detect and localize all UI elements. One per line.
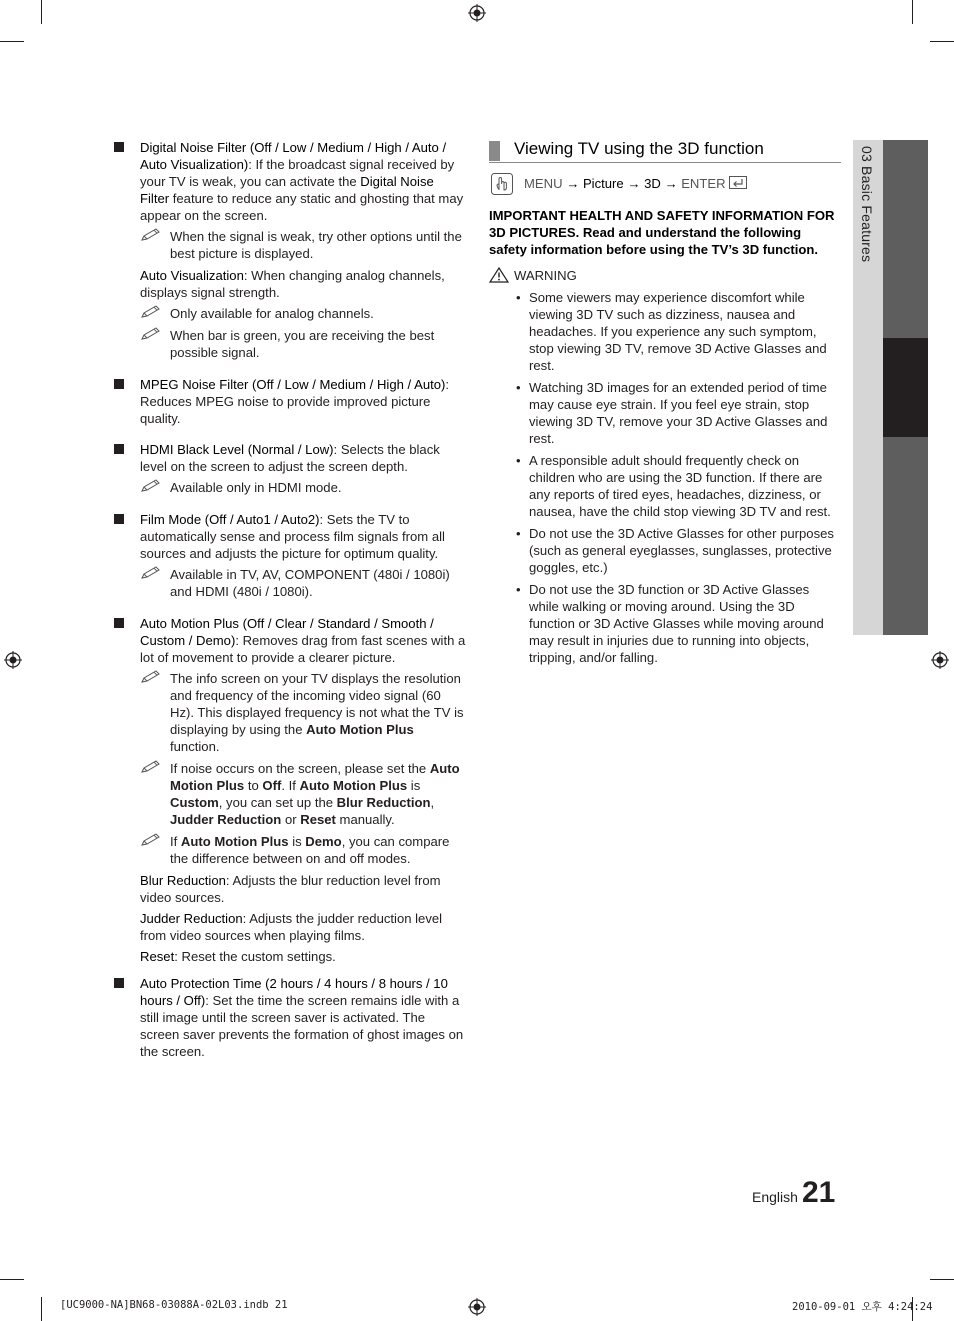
- bullet-square-icon: [114, 514, 124, 524]
- setting-key: Judder Reduction: [170, 812, 282, 827]
- crop-mark: [41, 0, 42, 24]
- paragraph: [140, 376, 466, 427]
- bullet-text: Do not use the 3D function or 3D Active Glasses while walking or moving around. Using the 3D function or 3D Active Glasses while moving around may result in injuries due to running into objects, tripping, and/or falling.: [529, 582, 824, 665]
- note-text: When the signal is weak, try other options until the best picture is displayed.: [170, 229, 462, 261]
- setting-key: Judder Reduction: [140, 911, 243, 926]
- text: : Set the time the screen remains idle with a still image until the screen saver is activated. The screen saver prevents the formation of ghost images on the screen.: [140, 993, 464, 1059]
- menu-arrow: →: [660, 176, 682, 191]
- note-pencil-icon: [140, 305, 162, 319]
- note-text: The info screen on your TV displays the resolution and frequency of the incoming video signal (60 Hz). This displayed frequency is not what the TV is displaying by using the: [170, 671, 464, 737]
- menu-arrow: →: [623, 176, 645, 191]
- setting-key: Demo: [305, 834, 342, 849]
- note-text: If noise occurs on the screen, please set the: [170, 761, 430, 776]
- warning-label: WARNING: [514, 268, 577, 283]
- menu-step: ENTER: [681, 176, 726, 191]
- list-item: [489, 289, 841, 374]
- bullet-text: A responsible adult should frequently check on children who are using the 3D function. If there are any reports of tired eyes, headaches, dizziness, or nausea, have the child stop viewing 3D TV and rest.: [529, 453, 831, 519]
- bullet-text: Watching 3D images for an extended period of time may cause eye strain. If you feel eye strain, stop viewing 3D TV, remove your 3D Active Glasses and rest.: [529, 380, 828, 446]
- note-pencil-icon: [140, 228, 162, 242]
- note-pencil-icon: [140, 479, 162, 493]
- crop-mark: [912, 0, 913, 24]
- setting-key: Auto Visualization: [140, 268, 244, 283]
- note: [140, 479, 466, 496]
- note-text: , you can set up the: [218, 795, 337, 810]
- setting-key: Digital Noise Filter: [140, 174, 434, 206]
- text: : Sets the TV to automatically sense and process film signals from all sources and adjusts the picture for optimum quality.: [140, 512, 445, 561]
- note-pencil-icon: [140, 327, 162, 341]
- paragraph: [140, 441, 466, 475]
- note-text: is: [407, 778, 421, 793]
- text: : When changing analog channels, displays signal strength.: [140, 268, 445, 300]
- bullet-square-icon: [114, 444, 124, 454]
- list-item: [489, 452, 841, 520]
- text: : Reset the custom settings.: [174, 949, 336, 964]
- bullet-dot-icon: •: [516, 526, 521, 541]
- bullet-text: Do not use the 3D Active Glasses for other purposes (such as general eyeglasses, sunglasses, protective goggles, etc.): [529, 526, 834, 575]
- note-text: Only available for analog channels.: [170, 306, 374, 321]
- section-header: [489, 139, 841, 163]
- bullet-square-icon: [114, 379, 124, 389]
- setting-key: Reset: [140, 949, 175, 964]
- text: feature to reduce any static and ghosting that may appear on the screen.: [140, 191, 464, 223]
- setting-key: Reset: [300, 812, 336, 827]
- chapter-index-active: [883, 338, 928, 437]
- paragraph: [140, 267, 466, 301]
- menu-arrow: →: [562, 176, 583, 191]
- text: : Adjusts the judder reduction level from video sources when playing films.: [140, 911, 443, 943]
- registration-mark-icon: [468, 1298, 486, 1316]
- note-text: . If: [281, 778, 300, 793]
- bullet-square-icon: [114, 978, 124, 988]
- crop-mark: [930, 41, 954, 42]
- setting-key: Auto Motion Plus: [180, 834, 289, 849]
- registration-mark-icon: [931, 651, 949, 669]
- note: [140, 760, 466, 828]
- note-text: Available only in HDMI mode.: [170, 480, 342, 495]
- setting-key: Blur Reduction: [336, 795, 431, 810]
- note: [140, 833, 466, 867]
- note-text: When bar is green, you are receiving the best possible signal.: [170, 328, 435, 360]
- setting-title: Auto Motion Plus (Off / Clear / Standard / Smooth / Custom / Demo): [140, 616, 434, 648]
- setting-key: Off: [262, 778, 282, 793]
- paragraph: [140, 139, 466, 224]
- setting-title: MPEG Noise Filter (Off / Low / Medium / High / Auto): [140, 377, 446, 392]
- list-item: [114, 441, 466, 496]
- note-pencil-icon: [140, 670, 162, 684]
- registration-mark-icon: [4, 651, 22, 669]
- note-text: function.: [170, 739, 220, 754]
- crop-mark: [0, 41, 24, 42]
- menu-step: 3D: [644, 176, 661, 191]
- section-bar: [489, 141, 500, 161]
- note-text: to: [244, 778, 263, 793]
- list-item: [489, 581, 841, 666]
- bullet-dot-icon: •: [516, 380, 521, 395]
- paragraph: [140, 872, 466, 906]
- list-item: [114, 511, 466, 600]
- text: : Selects the black level on the screen to adjust the screen depth.: [140, 442, 440, 474]
- safety-intro: IMPORTANT HEALTH AND SAFETY INFORMATION FOR 3D PICTURES. Read and understand the following safety information before using the TV’s 3D function.: [489, 208, 835, 257]
- text: : Removes drag from fast scenes with a lot of movement to provide a clearer picture.: [140, 633, 466, 665]
- bullet-dot-icon: •: [516, 582, 521, 597]
- left-column: [114, 139, 466, 1064]
- registration-mark-icon: [468, 4, 486, 22]
- setting-key: Auto Motion Plus: [170, 761, 460, 793]
- note-pencil-icon: [140, 760, 162, 774]
- chapter-label: 03 Basic Features: [859, 146, 875, 263]
- paragraph: [140, 948, 466, 965]
- hand-pointer-icon: [491, 173, 513, 195]
- list-item: [114, 615, 466, 965]
- bullet-text: Some viewers may experience discomfort while viewing 3D TV such as dizziness, nausea and headaches. If you experience any such symptom, stop viewing 3D TV, remove 3D Active Glasses and rest.: [529, 290, 827, 373]
- menu-step: MENU: [524, 176, 563, 191]
- paragraph: [140, 615, 466, 666]
- crop-mark: [0, 1279, 24, 1280]
- note-pencil-icon: [140, 833, 162, 847]
- page-number: 21: [802, 1176, 836, 1209]
- note-pencil-icon: [140, 566, 162, 580]
- note-text: , you can compare the difference between on and off modes.: [170, 834, 450, 866]
- note-text: or: [281, 812, 301, 827]
- menu-path: [489, 173, 841, 195]
- note: [140, 670, 466, 755]
- chapter-tab: [853, 140, 883, 635]
- paragraph: [140, 910, 466, 944]
- note-text: is: [288, 834, 306, 849]
- imprint-date: 2010-09-01 오후 4:24:24: [792, 1301, 933, 1313]
- setting-title: Auto Protection Time (2 hours / 4 hours / 8 hours / 10 hours / Off): [140, 976, 448, 1008]
- paragraph: [140, 975, 466, 1060]
- setting-key: Auto Motion Plus: [299, 778, 408, 793]
- enter-key-icon: [729, 176, 747, 189]
- section-title: Viewing TV using the 3D function: [514, 139, 764, 158]
- bullet-square-icon: [114, 618, 124, 628]
- paragraph: [140, 511, 466, 562]
- imprint-file: [UC9000-NA]BN68-03088A-02L03.indb 21: [60, 1299, 288, 1311]
- warning-triangle-icon: [489, 267, 509, 283]
- setting-title: Digital Noise Filter (Off / Low / Medium / High / Auto / Auto Visualization): [140, 140, 447, 172]
- note: [140, 305, 466, 322]
- setting-title: HDMI Black Level (Normal / Low): [140, 442, 334, 457]
- setting-key: Custom: [170, 795, 219, 810]
- setting-title: Film Mode (Off / Auto1 / Auto2): [140, 512, 320, 527]
- note: [140, 327, 466, 361]
- note-text: Available in TV, AV, COMPONENT (480i / 1080i) and HDMI (480i / 1080i).: [170, 567, 450, 599]
- bullet-dot-icon: •: [516, 290, 521, 305]
- footer-language: English: [752, 1189, 798, 1205]
- note: [140, 566, 466, 600]
- warning-heading: [489, 267, 841, 284]
- text: : If the broadcast signal received by your TV is weak, you can activate the: [140, 157, 455, 189]
- crop-mark: [41, 1297, 42, 1321]
- menu-step: Picture: [582, 176, 624, 191]
- note-text: ,: [430, 795, 435, 810]
- list-item: [114, 376, 466, 427]
- setting-key: Blur Reduction: [140, 873, 226, 888]
- text: : Reduces MPEG noise to provide improved picture quality.: [140, 377, 450, 426]
- crop-mark: [930, 1279, 954, 1280]
- bullet-dot-icon: •: [516, 453, 521, 468]
- note-text: manually.: [335, 812, 395, 827]
- setting-key: Auto Motion Plus: [306, 722, 414, 737]
- list-item: [114, 139, 466, 361]
- right-column: [489, 139, 841, 671]
- list-item: [489, 379, 841, 447]
- text: : Adjusts the blur reduction level from video sources.: [140, 873, 441, 905]
- bullet-square-icon: [114, 142, 124, 152]
- note: [140, 228, 466, 262]
- list-item: [489, 525, 841, 576]
- list-item: [114, 975, 466, 1060]
- note-text: If: [170, 834, 181, 849]
